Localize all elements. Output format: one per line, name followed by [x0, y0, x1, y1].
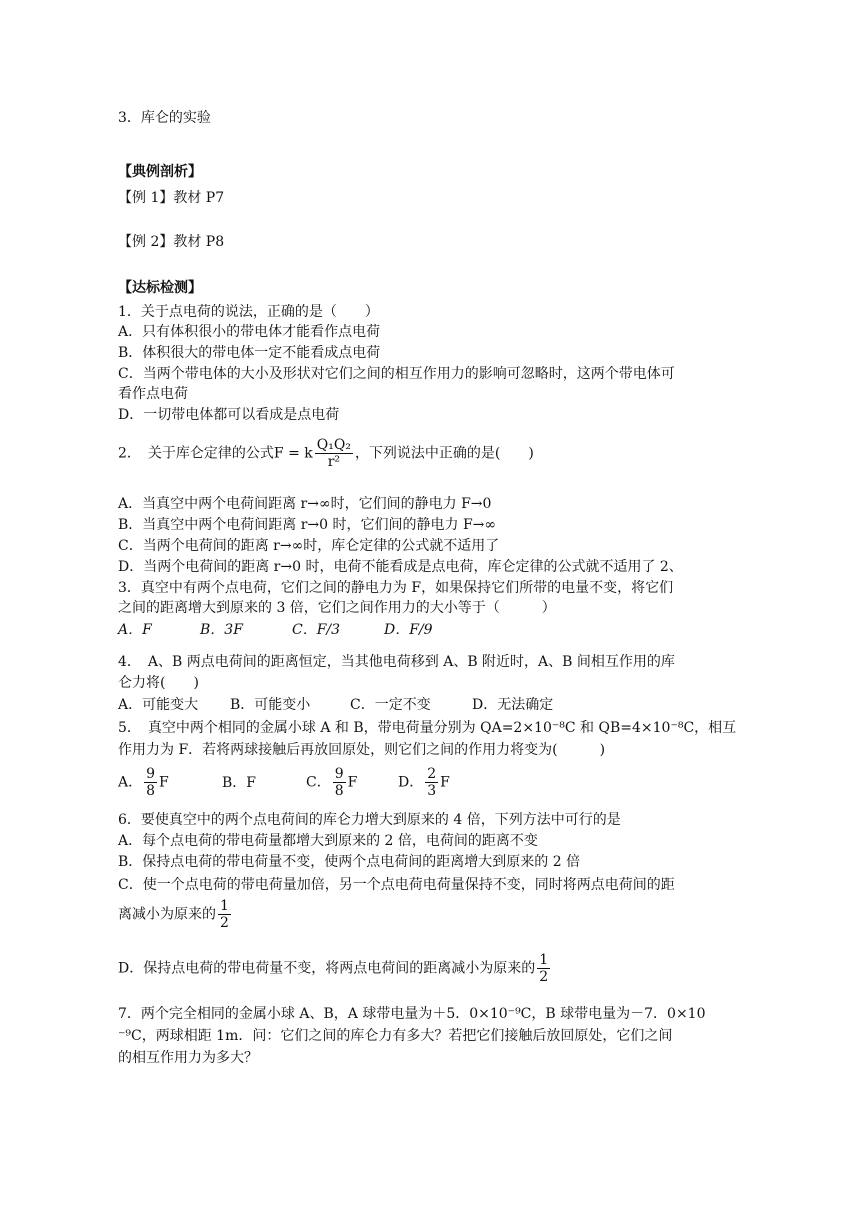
q2-option-a: A．当真空中两个电荷间距离 r→∞时，它们间的静电力 F→0 — [118, 496, 492, 512]
q2-stem-post: ，下列说法中正确的是( ) — [354, 445, 534, 462]
q5-option-a-numerator: 9 — [146, 766, 156, 782]
q1-option-c-line2: 看作点电荷 — [118, 386, 188, 402]
q5-option-a-label: A． — [118, 774, 143, 791]
q5-option-a-unit: F — [159, 774, 169, 791]
q7-line2: ⁻⁹C，两球相距 1m．问：它们之间的库仑力有多大？若把它们接触后放回原处，它们之间 — [118, 1028, 673, 1044]
q5-option-c-fraction — [333, 766, 346, 799]
q5-option-c-denominator: 8 — [334, 783, 344, 799]
example-2: 【例 2】教材 P8 — [118, 234, 225, 250]
q3-line1: 3．真空中有两个点电荷，它们之间的静电力为 F，如果保持它们所带的电量不变，将它们 — [118, 580, 674, 596]
q5-option-d — [398, 766, 450, 799]
q5-option-a — [118, 766, 222, 799]
q2-option-b: B．当真空中两个电荷间距离 r→0 时，它们间的静电力 F→∞ — [118, 517, 497, 533]
check-heading: 【达标检测】 — [118, 280, 202, 296]
q2-formula-numerator: Q₁Q₂ — [316, 437, 351, 453]
q3-option-c: C．F/3 — [292, 622, 341, 638]
q4-option-b: B．可能变小 — [230, 697, 311, 713]
q5-options — [118, 766, 450, 799]
q4-options — [118, 695, 553, 715]
q3-option-b: B．3F — [200, 622, 243, 638]
q6-option-a: A．每个点电荷的带电荷量都增大到原来的 2 倍，电荷间的距离不变 — [118, 833, 538, 849]
q5-option-d-fraction — [425, 766, 438, 799]
q1-option-d: D．一切带电体都可以看成是点电荷 — [118, 407, 340, 423]
q5-option-d-label: D． — [398, 774, 424, 791]
q7-line3: 的相互作用力为多大？ — [118, 1050, 258, 1066]
q4-line1: 4． A、B 两点电荷间的距离恒定，当其他电荷移到 A、B 附近时，A、B 间相互作用的库 — [118, 654, 675, 670]
q1-option-a: A．只有体积很小的带电体才能看作点电荷 — [118, 324, 381, 340]
q3-option-d: D．F/9 — [384, 622, 433, 638]
q6-option-c-text: 离减小为原来的 — [118, 906, 216, 923]
q2-formula-denominator: r² — [327, 454, 340, 470]
q5-option-d-denominator: 3 — [427, 783, 437, 799]
q6-option-c-line1: C．使一个点电荷的带电荷量加倍，另一个点电荷电荷量保持不变，同时将两点电荷间的距 — [118, 877, 675, 893]
q6-option-d-numerator: 1 — [539, 952, 549, 968]
example-1: 【例 1】教材 P7 — [118, 190, 225, 206]
q6-option-c-fraction — [218, 898, 231, 931]
q5-option-c-numerator: 9 — [334, 766, 344, 782]
q6-option-c-denominator: 2 — [220, 915, 229, 931]
q5-option-a-fraction — [144, 766, 157, 799]
q6-option-c-line2 — [118, 898, 233, 931]
q5-option-c-unit: F — [347, 774, 358, 791]
q5-option-d-numerator: 2 — [427, 766, 437, 782]
q2-stem-pre: 2． 关于库仑定律的公式 — [118, 445, 274, 462]
q2-stem — [118, 437, 534, 470]
q3-option-a: A．F — [118, 622, 152, 638]
q4-option-a: A．可能变大 — [118, 697, 199, 713]
q5-line2: 作用力为 F．若将两球接触后再放回原处，则它们之间的作用力将变为( ) — [118, 742, 606, 758]
q2-formula-fraction — [315, 437, 353, 470]
q1-stem: 1．关于点电荷的说法，正确的是（ ） — [118, 304, 379, 320]
q4-option-d: D．无法确定 — [472, 697, 554, 713]
q3-line2: 之间的距离增大到原来的 3 倍，它们之间作用力的大小等于（ ） — [118, 600, 556, 616]
q6-option-d — [118, 952, 552, 985]
q5-option-b: B．F — [222, 774, 257, 791]
q6-option-d-fraction — [537, 952, 550, 985]
q6-option-c-numerator: 1 — [220, 898, 229, 914]
q6-stem: 6．要使真空中的两个点电荷间的库仑力增大到原来的 4 倍，下列方法中可行的是 — [118, 812, 621, 828]
q5-line1: 5． 真空中两个相同的金属小球 A 和 B，带电荷量分别为 QA=2×10⁻⁸C 和 QB=4×10⁻⁸C，相互 — [118, 720, 737, 736]
q6-option-d-text: D．保持点电荷的带电荷量不变，将两点电荷间的距离减小为原来的 — [118, 960, 536, 977]
q2-option-d: D．当两个电荷间的距离 r→0 时，电荷不能看成是点电荷，库仑定律的公式就不适用了 2、 — [118, 559, 683, 575]
typical-examples-heading: 【典例剖析】 — [118, 164, 202, 180]
q6-option-b: B．保持点电荷的带电荷量不变，使两个点电荷间的距离增大到原来的 2 倍 — [118, 854, 581, 870]
q3-options — [118, 620, 433, 640]
q5-option-a-denominator: 8 — [146, 783, 156, 799]
q5-option-c — [306, 766, 398, 799]
q1-option-c-line1: C．当两个带电体的大小及形状对它们之间的相互作用力的影响可忽略时，这两个带电体可 — [118, 366, 675, 382]
q2-option-c: C．当两个电荷间的距离 r→∞时，库仑定律的公式就不适用了 — [118, 538, 500, 554]
q4-option-c: C．一定不变 — [350, 697, 431, 713]
q5-option-c-label: C． — [306, 774, 331, 791]
q7-line1: 7．两个完全相同的金属小球 A、B，A 球带电量为＋5．0×10⁻⁹C，B 球带电量为－7．0×10 — [118, 1006, 706, 1022]
q4-line2: 仑力将( ) — [118, 675, 199, 691]
q1-option-b: B．体积很大的带电体一定不能看成点电荷 — [118, 345, 381, 361]
q5-option-d-unit: F — [440, 774, 450, 791]
section-heading: 3．库仑的实验 — [118, 110, 211, 126]
q2-formula-lhs: F = k — [273, 445, 313, 462]
q6-option-d-denominator: 2 — [539, 969, 549, 985]
